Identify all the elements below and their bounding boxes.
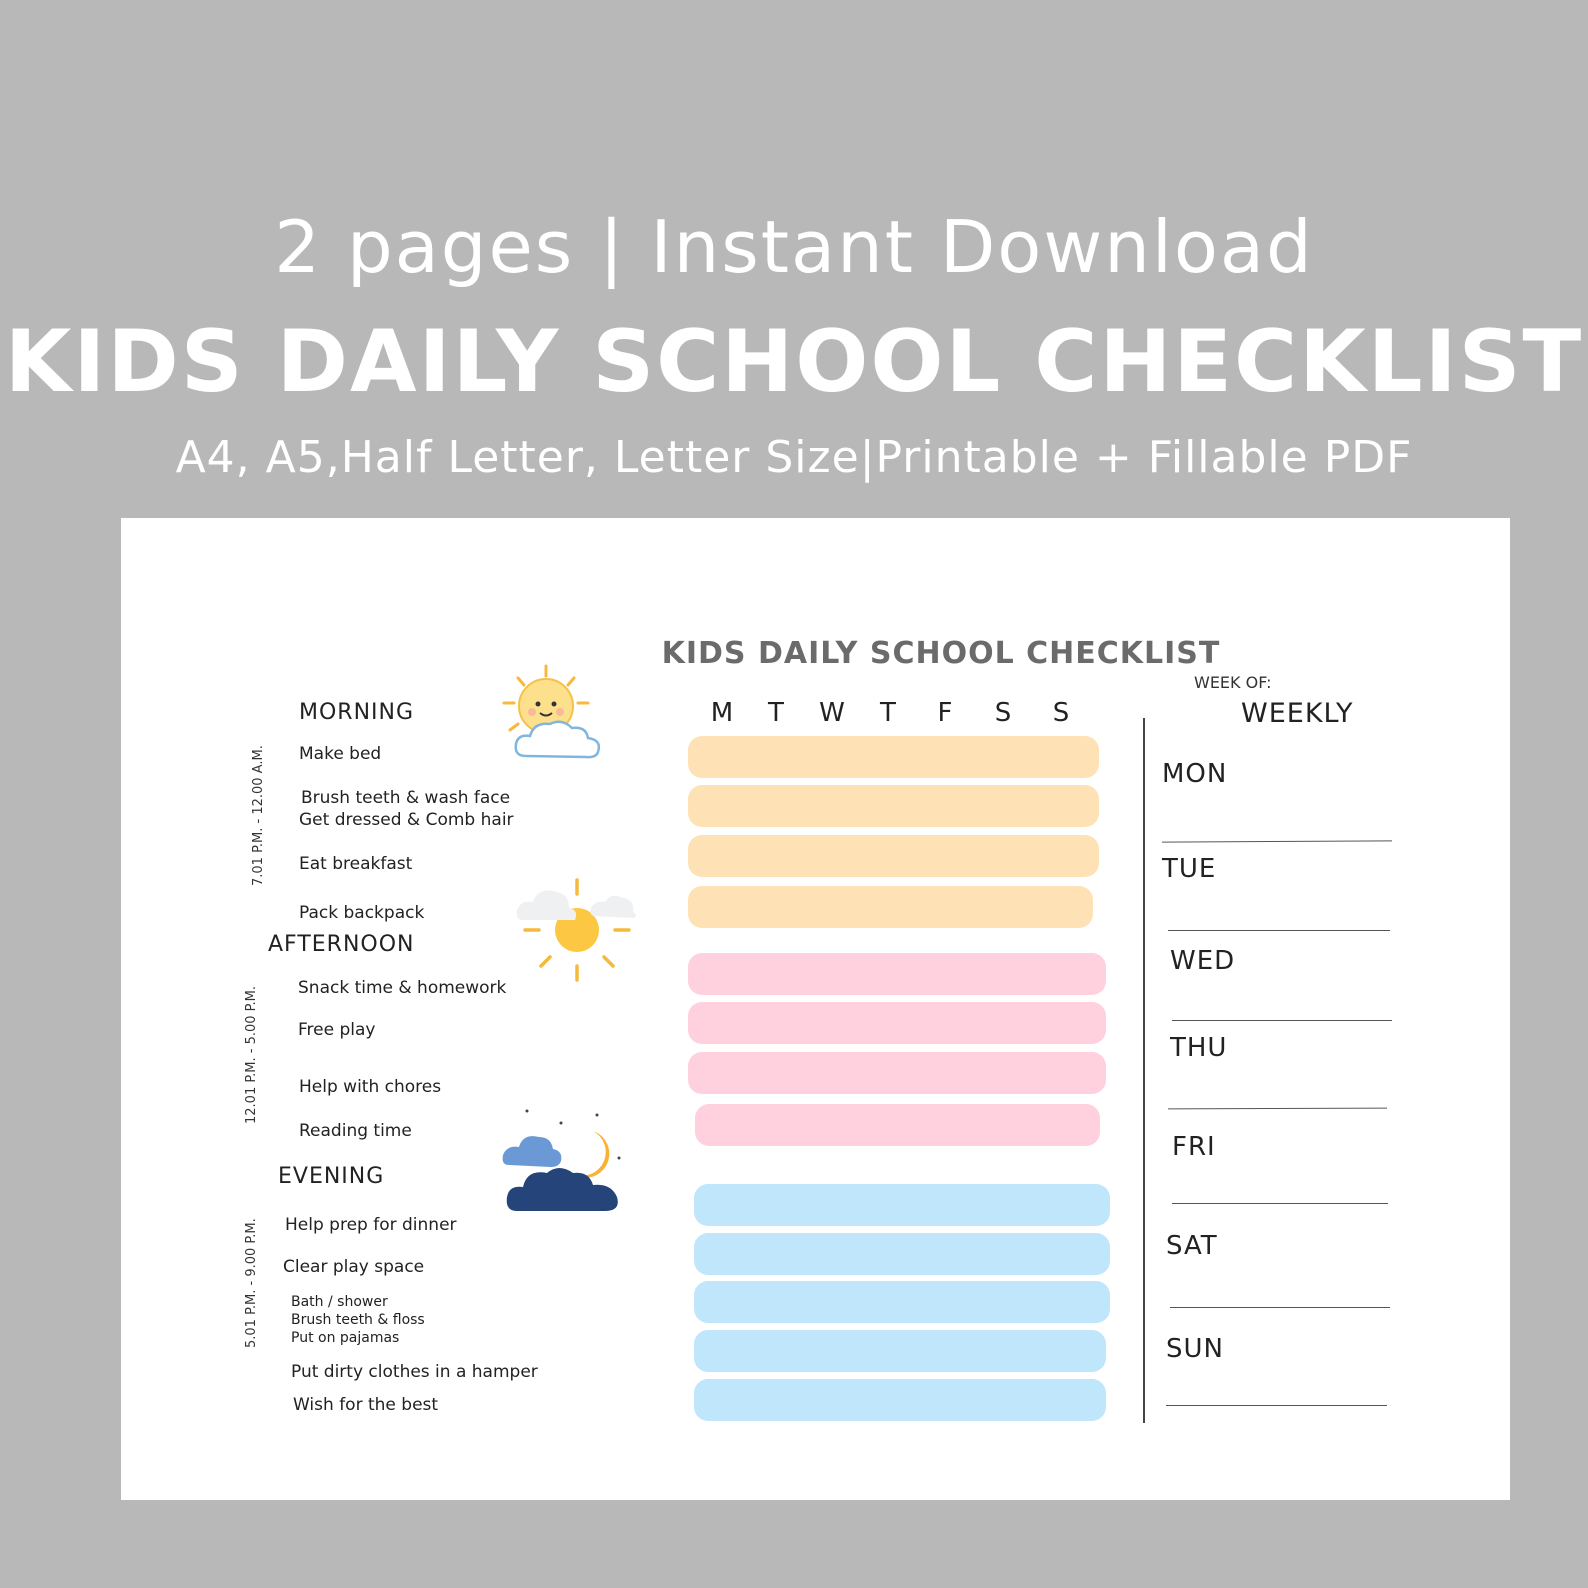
banner-title: KIDS DAILY SCHOOL CHECKLIST	[4, 312, 1584, 412]
task-item: Pack backpack	[299, 903, 425, 923]
column-divider	[1143, 718, 1145, 1423]
day-letter: W	[819, 698, 845, 728]
weekly-day-label: FRI	[1172, 1132, 1216, 1162]
checkbox-row-morning[interactable]	[688, 736, 1099, 778]
checkbox-row-morning[interactable]	[688, 835, 1099, 877]
checkbox-row-morning[interactable]	[688, 785, 1099, 827]
weekly-day-label: SUN	[1166, 1334, 1224, 1364]
morning-time-range: 7.01 P.M. - 12.00 A.M.	[251, 745, 266, 886]
checkbox-row-afternoon[interactable]	[688, 1052, 1106, 1094]
weekly-line[interactable]	[1172, 1020, 1392, 1021]
weekly-line[interactable]	[1172, 1203, 1388, 1204]
checklist-sheet	[121, 518, 1510, 1500]
task-item: Reading time	[299, 1121, 412, 1141]
task-item: Bath / shower	[291, 1294, 388, 1310]
checkbox-row-morning[interactable]	[688, 886, 1093, 928]
checkbox-row-evening[interactable]	[694, 1379, 1106, 1421]
day-letter: T	[768, 698, 784, 728]
task-item: Put dirty clothes in a hamper	[291, 1362, 538, 1382]
task-item: Wish for the best	[293, 1395, 439, 1415]
weekly-line[interactable]	[1162, 840, 1392, 842]
day-letter: F	[937, 698, 953, 728]
checkbox-row-evening[interactable]	[694, 1330, 1106, 1372]
sheet-title: KIDS DAILY SCHOOL CHECKLIST	[661, 636, 1221, 671]
task-item: Snack time & homework	[298, 978, 507, 998]
banner-subtitle: A4, A5,Half Letter, Letter Size|Printable + Fillable PDF	[175, 432, 1413, 483]
evening-time-range: 5.01 P.M. - 9.00 P.M.	[244, 1218, 259, 1348]
task-item: Free play	[298, 1020, 376, 1040]
weekly-line[interactable]	[1166, 1405, 1387, 1406]
day-letter: S	[1052, 698, 1070, 728]
weekly-day-label: WED	[1170, 946, 1236, 976]
section-afternoon: AFTERNOON	[268, 932, 415, 957]
day-letter: M	[710, 698, 734, 728]
checkbox-row-evening[interactable]	[694, 1233, 1110, 1275]
day-letter: T	[880, 698, 896, 728]
checkbox-row-evening[interactable]	[694, 1281, 1110, 1323]
checkbox-row-evening[interactable]	[694, 1184, 1110, 1226]
checkbox-row-afternoon[interactable]	[688, 953, 1106, 995]
task-item: Get dressed & Comb hair	[299, 810, 514, 830]
weekly-day-label: MON	[1162, 759, 1228, 789]
weekly-line[interactable]	[1170, 1307, 1390, 1308]
task-item: Brush teeth & floss	[291, 1312, 425, 1328]
sun-behind-cloud-icon	[513, 870, 643, 990]
sun-with-cloud-icon	[496, 658, 616, 768]
weekly-day-label: SAT	[1166, 1231, 1218, 1261]
checkbox-row-afternoon[interactable]	[688, 1002, 1106, 1044]
task-item: Help prep for dinner	[285, 1215, 457, 1235]
task-item: Put on pajamas	[291, 1330, 400, 1346]
weekly-day-label: TUE	[1162, 854, 1217, 884]
banner-headline: 2 pages | Instant Download	[274, 205, 1314, 289]
weekly-day-label: THU	[1170, 1033, 1228, 1063]
weekly-title: WEEKLY	[1241, 698, 1354, 729]
week-of-label: WEEK OF:	[1194, 673, 1272, 692]
section-evening: EVENING	[278, 1164, 385, 1189]
checkbox-row-afternoon[interactable]	[695, 1104, 1100, 1146]
afternoon-time-range: 12.01 P.M. - 5.00 P.M.	[244, 986, 259, 1124]
section-morning: MORNING	[299, 700, 415, 725]
day-letter: S	[994, 698, 1012, 728]
task-item: Help with chores	[299, 1077, 442, 1097]
moon-and-clouds-icon	[501, 1103, 626, 1218]
task-item: Clear play space	[283, 1257, 425, 1277]
weekly-line[interactable]	[1168, 930, 1390, 931]
task-item: Eat breakfast	[299, 854, 413, 874]
task-item: Brush teeth & wash face	[301, 788, 511, 808]
weekly-line[interactable]	[1168, 1108, 1387, 1110]
task-item: Make bed	[299, 744, 382, 764]
